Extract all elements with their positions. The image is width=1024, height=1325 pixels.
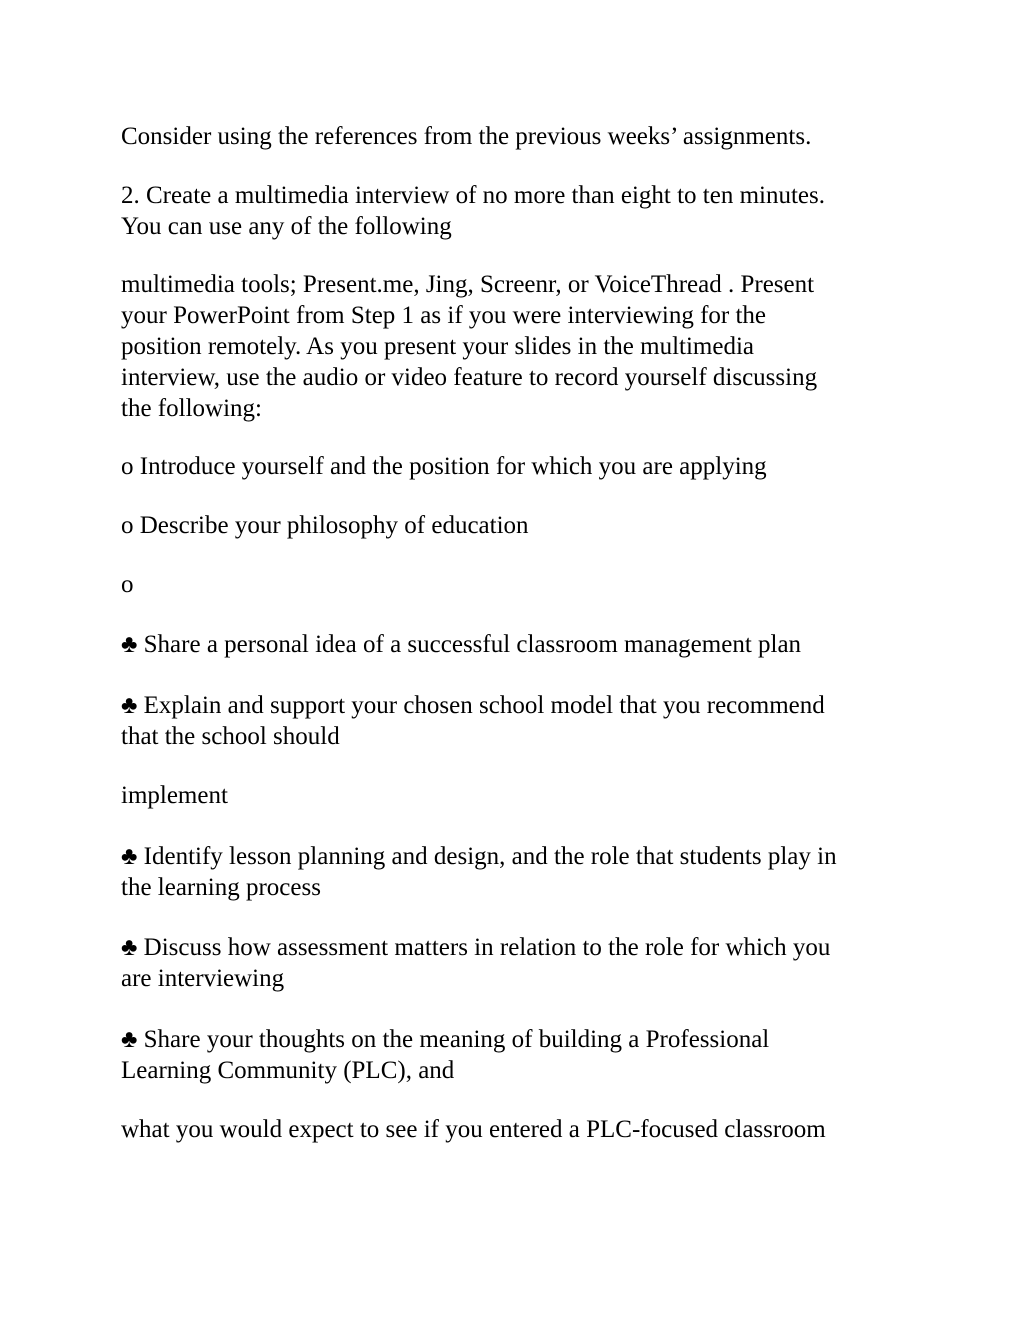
text-line: what you would expect to see if you entered a PLC-focused classroom — [121, 1116, 826, 1143]
paragraph-implement — [121, 780, 901, 811]
text-line: ♣ Discuss how assessment matters in relation to the role for which you — [121, 934, 831, 961]
text-line: Learning Community (PLC), and — [121, 1057, 455, 1084]
text-line: multimedia tools; Present.me, Jing, Screenr, or VoiceThread . Present — [121, 271, 815, 298]
bullet-introduce-yourself — [121, 451, 901, 482]
club-bullet-plc — [121, 1024, 901, 1086]
paragraph-references-note — [121, 121, 901, 152]
club-bullet-school-model — [121, 690, 901, 752]
club-bullet-classroom-management — [121, 629, 901, 660]
text-line: o Introduce yourself and the position for which you are applying — [121, 453, 767, 480]
text-line: position remotely. As you present your slides in the multimedia — [121, 333, 755, 360]
text-line: interview, use the audio or video feature to record yourself discussing — [121, 364, 818, 391]
text-line: ♣ Identify lesson planning and design, and the role that students play in — [121, 843, 837, 870]
paragraph-multimedia-tools — [121, 269, 901, 424]
text-line: ♣ Share your thoughts on the meaning of building a Professional — [121, 1026, 770, 1053]
club-bullet-lesson-planning — [121, 841, 901, 903]
text-line: o — [121, 571, 134, 598]
text-line: the learning process — [121, 874, 321, 901]
text-line: ♣ Share a personal idea of a successful classroom management plan — [121, 631, 802, 658]
text-line: ♣ Explain and support your chosen school model that you recommend — [121, 692, 825, 719]
text-line: are interviewing — [121, 965, 285, 992]
text-line: 2. Create a multimedia interview of no more than eight to ten minutes. — [121, 182, 825, 209]
paragraph-step-2 — [121, 180, 901, 242]
bullet-philosophy — [121, 510, 901, 541]
text-line: You can use any of the following — [121, 213, 452, 240]
text-line: the following: — [121, 395, 262, 422]
club-bullet-assessment — [121, 932, 901, 994]
text-line: Consider using the references from the previous weeks’ assignments. — [121, 123, 812, 150]
text-line: your PowerPoint from Step 1 as if you were interviewing for the — [121, 302, 767, 329]
text-line: implement — [121, 782, 228, 809]
text-line: o Describe your philosophy of education — [121, 512, 529, 539]
text-line: that the school should — [121, 723, 340, 750]
paragraph-plc-classroom — [121, 1114, 901, 1145]
bullet-empty — [121, 569, 901, 600]
